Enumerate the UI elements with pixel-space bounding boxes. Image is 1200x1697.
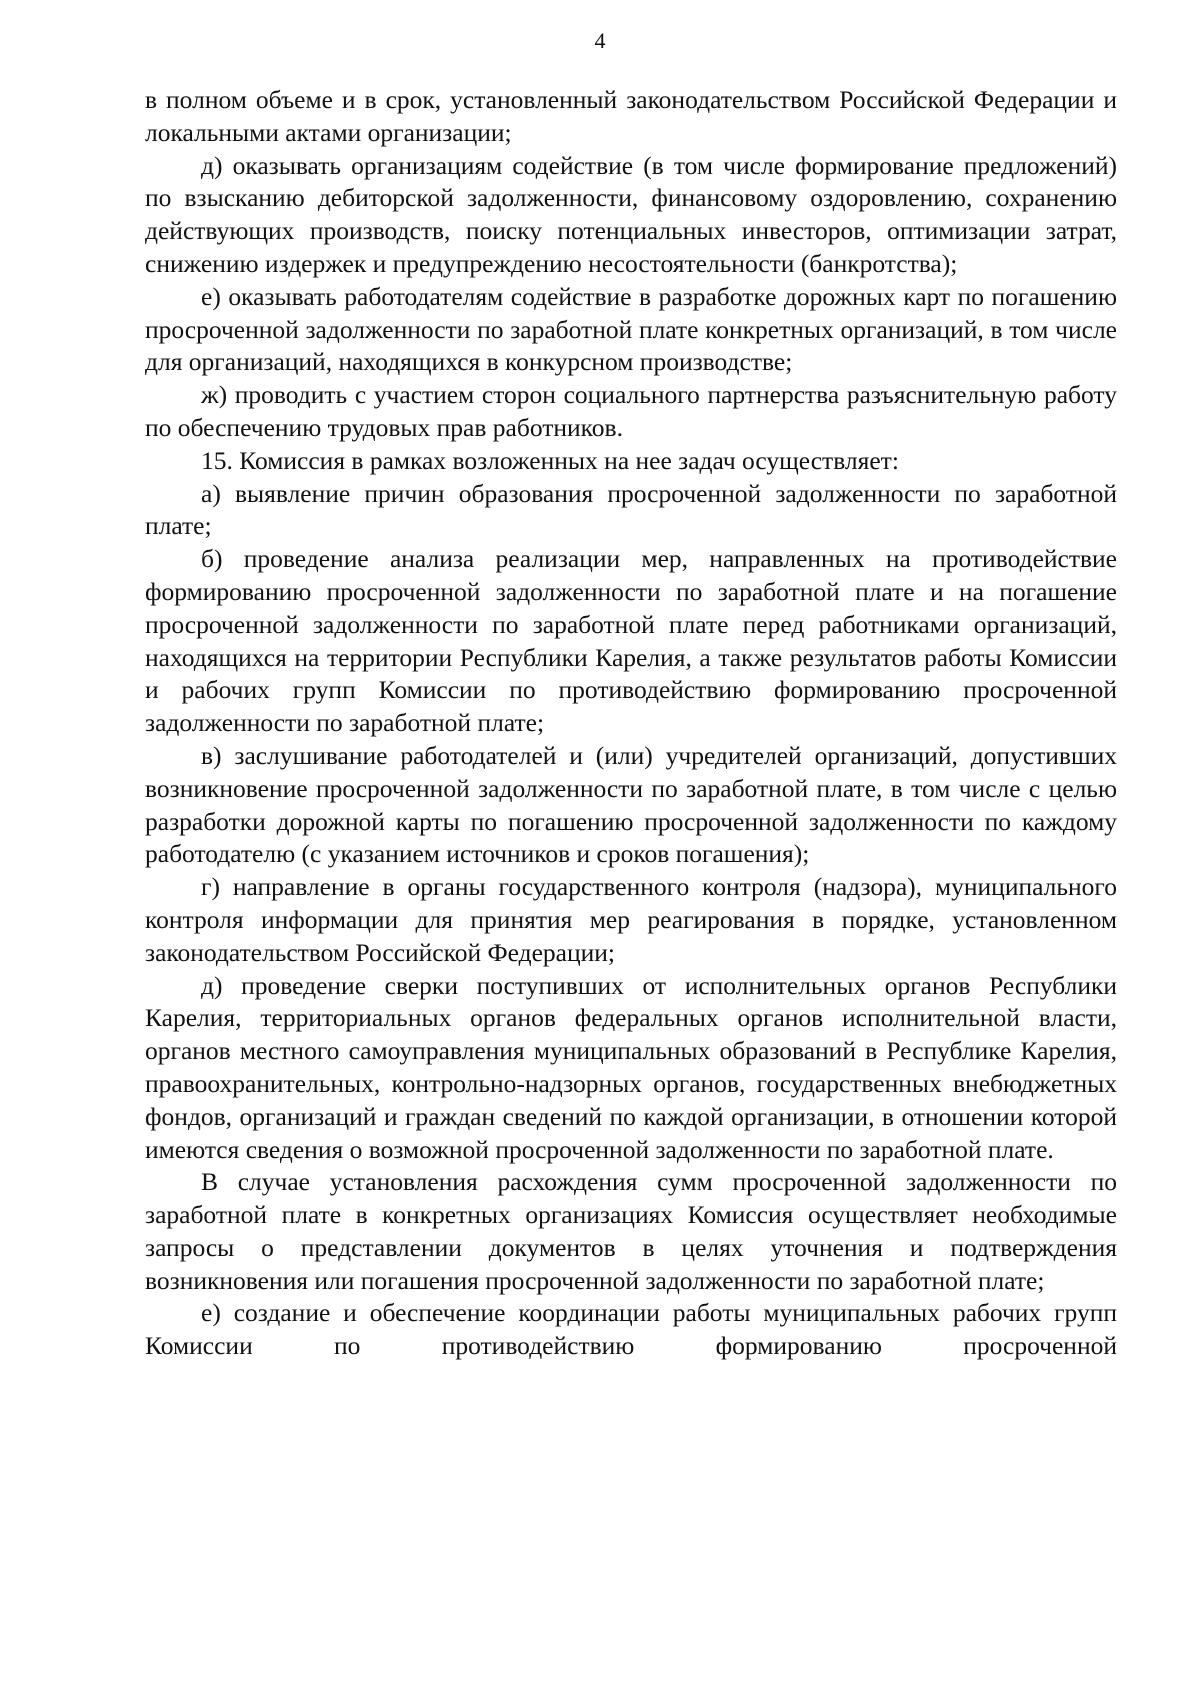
paragraph-item-g-referral: г) направление в органы государственного контроля (надзора), муниципального контроля информации для принятия мер реагирования в порядке, установленном законодательством Российской Федерации; [145, 872, 1117, 967]
document-body [145, 84, 1117, 1363]
paragraph-item-d-reconciliation: д) проведение сверки поступивших от исполнительных органов Республики Карелия, территориальных органов федеральных органов исполнительной власти, органов местного самоуправления муниципальных образований в Республике Карелия, правоохранительных, контрольно-надзорных органов, государственных внебюджетных фондов, организаций и граждан сведений по каждой организации, в отношении которой имеются сведения о возможной просроченной задолженности по заработной плате. [145, 970, 1117, 1164]
paragraph-item-e-roadmaps: е) оказывать работодателям содействие в разработке дорожных карт по погашению просроченной задолженности по заработной плате конкретных организаций, в том числе для организаций, находящихся в конкурсном производстве; [145, 281, 1117, 377]
page-number: 4 [594, 28, 606, 53]
paragraph-item-zh-explanatory-work: ж) проводить с участием сторон социального партнерства разъяснительную работу по обеспечению трудовых прав работников. [145, 380, 1117, 442]
paragraph-clause-15: 15. Комиссия в рамках возложенных на нее задач осуществляет: [201, 445, 899, 475]
paragraph-continuation: в полном объеме и в срок, установленный законодательством Российской Федерации и локальными актами организации; [145, 85, 1117, 147]
paragraph-item-e-working-groups: е) создание и обеспечение координации работы муниципальных рабочих групп Комиссии по противодействию формированию просроченной [145, 1298, 1117, 1361]
paragraph-item-v-hearings: в) заслушивание работодателей и (или) учредителей организаций, допустивших возникновение просроченной задолженности по заработной плате, в том числе с целью разработки дорожной карты по погашению просроченной задолженности по каждому работодателю (с указанием источников и сроков погашения); [145, 740, 1117, 869]
paragraph-discrepancy: В случае установления расхождения сумм просроченной задолженности по заработной плате в конкретных организациях Комиссия осуществляет необходимые запросы о представлении документов в целях уточнения и подтверждения возникновения или погашения просроченной задолженности по заработной плате; [145, 1167, 1117, 1295]
paragraph-item-d-assistance: д) оказывать организациям содействие (в том числе формирование предложений) по взысканию дебиторской задолженности, финансовому оздоровлению, сохранению действующих производств, поиску потенциальных инвесторов, оптимизации затрат, снижению издержек и предупреждению несостоятельности (банкротства); [145, 150, 1117, 278]
paragraph-item-a-identification: а) выявление причин образования просроченной задолженности по заработной плате; [145, 478, 1117, 541]
paragraph-item-b-analysis: б) проведение анализа реализации мер, направленных на противодействие формированию просроченной задолженности по заработной плате и на погашение просроченной задолженности по заработной плате перед работниками организаций, находящихся на территории Республики Карелия, а также результатов работы Комиссии и рабочих групп Комиссии по противодействию формированию просроченной задолженности по заработной плате; [145, 544, 1117, 738]
